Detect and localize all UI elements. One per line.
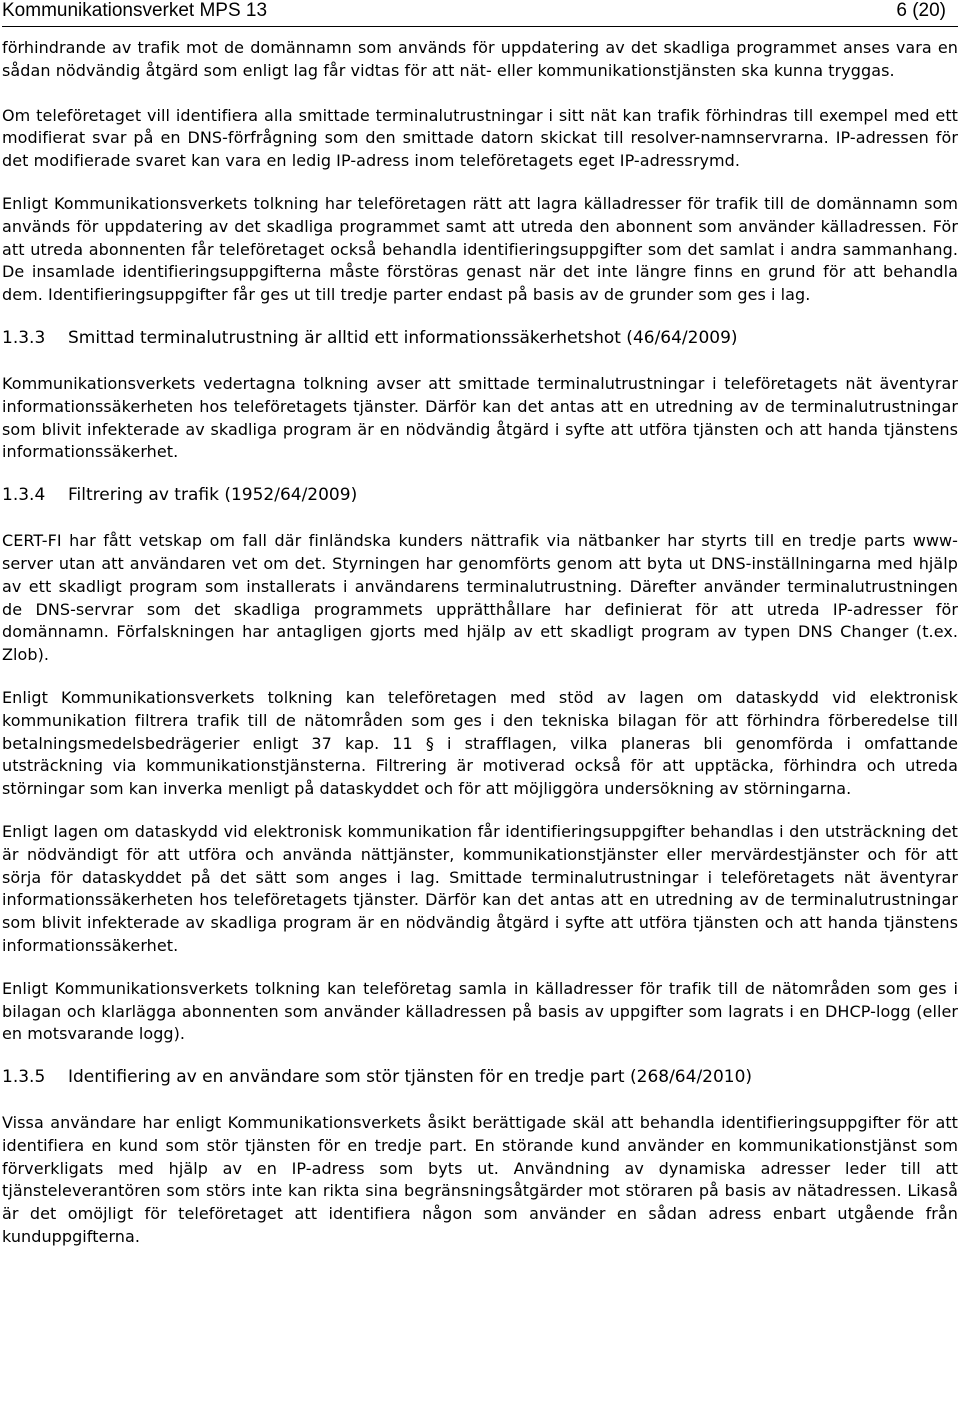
section-heading-1-3-4 bbox=[2, 484, 958, 506]
header-page-number: 6 (20) bbox=[896, 0, 946, 21]
section-title: Filtrering av trafik (1952/64/2009) bbox=[68, 485, 358, 506]
section-number: 1.3.3 bbox=[2, 327, 46, 348]
section-title: Smittad terminalutrustning är alltid ett informationssäkerhetshot (46/64/2009) bbox=[68, 327, 738, 348]
section-heading-1-3-3 bbox=[2, 327, 958, 349]
paragraph-4: Kommunikationsverkets vedertagna tolkning avser att smittade terminalutrustningar i teleföretagets nät äventyrar informationssäkerheten hos teleföretagets tjänster. Därför kan det antas att en utredning av de terminalutrustningar som blivit infekterade av skadliga program är en nödvändig åtgärd i syfte att utföra tjänsten och att handa tjänstens informationssäkerhet. bbox=[2, 373, 958, 462]
header-document-title: Kommunikationsverket MPS 13 bbox=[2, 0, 268, 21]
paragraph-1: förhindrande av trafik mot de domännamn som används för uppdatering av det skadliga programmet anses vara en sådan nödvändig åtgärd som enligt lag får vidtas för att nät- eller kommunikationstjänsten ska kunna tryggas. bbox=[2, 38, 958, 80]
document-page bbox=[2, 0, 958, 1269]
page-header bbox=[2, 0, 958, 26]
paragraph-2: Om teleföretaget vill identifiera alla smittade terminalutrustningar i sitt nät kan trafik förhindras till exempel med ett modifierat svar på en DNS-förfrågning som den smittade datorn skickat till resolver-namnservrarna. IP-adressen för det modifierade svaret kan vara en ledig IP-adress inom teleföretagets eget IP-adressrymd. bbox=[2, 105, 958, 171]
paragraph-8: Enligt Kommunikationsverkets tolkning kan teleföretag samla in källadresser för trafik till de nätområden som ges i bilagan och klarlägga abonnenten som använder källadressen på basis av uppgifter som lagrats i en DHCP-logg (eller en motsvarande logg). bbox=[2, 978, 958, 1044]
paragraph-5: CERT-FI har fått vetskap om fall där finländska kunders nättrafik via nätbanker har styrts till en tredje parts www-server utan att användaren vet om det. Styrningen har genomförts genom att byta ut DNS-inställningarna med hjälp av ett skadligt program som installerats i användarens terminalutrustning. Därefter använder terminalutrustningen de DNS-servrar som det skadliga programmets upprätthållare har definierat för att utreda IP-adresser för domännamn. Förfalskningen har antagligen gjorts med hjälp av ett skadligt program av typen DNS Changer (t.ex. Zlob). bbox=[2, 531, 958, 665]
section-number: 1.3.4 bbox=[2, 485, 46, 506]
header-divider bbox=[2, 26, 958, 27]
section-number: 1.3.5 bbox=[2, 1067, 46, 1088]
paragraph-6: Enligt Kommunikationsverkets tolkning kan teleföretagen med stöd av lagen om dataskydd vid elektronisk kommunikation filtrera trafik till de nätområden som ges i den tekniska bilagan för att förhindra förberedelse till betalningsmedelsbedrägerier enligt 37 kap. 11 § i strafflagen, vilka planeras bli genomförda i omfattande utsträckning via kommunikationstjänsterna. Filtrering är motiverad också för att upptäcka, förhindra och utreda störningar som kan inverka menligt på dataskyddet och för att möjliggöra undersökning av störningarna. bbox=[2, 687, 958, 799]
section-title: Identifiering av en användare som stör tjänsten för en tredje part (268/64/2010) bbox=[68, 1067, 753, 1088]
section-heading-1-3-5 bbox=[2, 1066, 958, 1088]
paragraph-9: Vissa användare har enligt Kommunikationsverkets åsikt berättigade skäl att behandla identifieringsuppgifter för att identifiera en kund som stör tjänsten för en tredje part. En störande kund använder en kommunikationstjänst som förverkligats med hjälp av en IP-adress som byts ut. Användning av dynamiska adresser leder till att tjänsteleverantören som störs inte kan rikta sina begränsningsåtgärder mot störaren på basis av nätadressen. Likaså är det omöjligt för teleföretaget att identifiera någon som använder en sådan adress enbart utgående från kunduppgifterna. bbox=[2, 1113, 958, 1247]
paragraph-7: Enligt lagen om dataskydd vid elektronisk kommunikation får identifieringsuppgifter behandlas i den utsträckning det är nödvändigt för att utföra och använda nättjänster, kommunikationstjänster eller mervärdestjänster och för att sörja för dataskyddet på det sätt som anges i lag. Smittade terminalutrustningar i teleföretagets nät äventyrar informationssäkerheten hos teleföretagets tjänster. Därför kan det antas att en utredning av de terminalutrustningar som blivit infekterade av skadliga program är en nödvändig åtgärd i syfte att utföra tjänsten och att handa tjänstens informationssäkerhet. bbox=[2, 821, 958, 955]
paragraph-3: Enligt Kommunikationsverkets tolkning har teleföretagen rätt att lagra källadresser för trafik till de domännamn som används för uppdatering av det skadliga programmet samt att utreda den abonnent som använder källadressen. För att utreda abonnenten får teleföretaget också behandla identifieringsuppgifter som det samlat i andra sammanhang. De insamlade identifieringsuppgifterna måste förstöras genast när det inte längre finns en grund för att behandla dem. Identifieringsuppgifter får ges ut till tredje parter endast på basis av de grunder som ges i lag. bbox=[2, 193, 958, 305]
